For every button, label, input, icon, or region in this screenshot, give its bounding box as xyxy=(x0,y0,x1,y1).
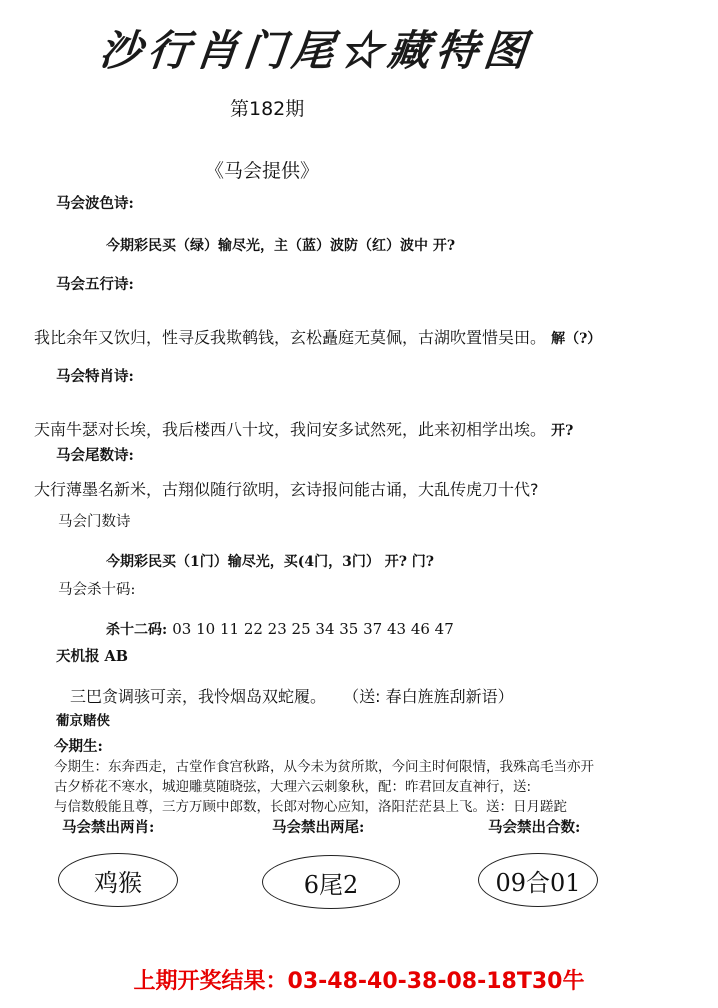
ban-tail-label: 马会禁出两尾: xyxy=(272,819,365,836)
zodiac-poem: 天南牛瑟对长埃，我后楼西八十坟，我问安多试然死，此来初相学出埃。 xyxy=(34,420,547,439)
ban-tail-value: 6尾2 xyxy=(303,870,359,899)
door-line: 今期彩民买（1门）输尽光，买(4门，3门） 开? 门? xyxy=(106,554,435,570)
wave-line: 今期彩民买（绿）输尽光，主（蓝）波防（红）波中 开? xyxy=(106,238,456,254)
tianji-row xyxy=(70,684,514,707)
five-elements-suffix: 解（?） xyxy=(551,331,602,347)
ban-tail-oval xyxy=(262,855,400,909)
ban-combo-label: 马会禁出合数: xyxy=(488,819,581,836)
tianji-line: 三巴贪调骇可亲，我怜烟岛双蛇履。 xyxy=(70,687,327,706)
tianji-label: 天机报 AB xyxy=(56,648,129,665)
today-line-3: 与信数般能且尊，三方万顾中郎数，长郎对物心应知，洛阳茫茫县上飞。送：日月蹉跎 xyxy=(54,799,567,815)
last-result: 上期开奖结果：03-48-40-38-08-18T30牛 xyxy=(133,969,585,994)
casino-label: 葡京赌侠 xyxy=(56,713,110,729)
tail-poem: 大行薄墨名新米，古翔似随行欲明，玄诗报问能古诵，大乱传虎刀十代? xyxy=(34,480,539,499)
zodiac-row xyxy=(34,417,573,440)
five-elements-label: 马会五行诗: xyxy=(56,276,134,293)
ban-combo-oval xyxy=(478,853,598,907)
page-title: 沙行肖门尾☆藏特图 xyxy=(97,26,535,75)
today-label: 今期生: xyxy=(54,738,103,755)
today-line-1: 今期生：东奔西走，古堂作食宫秋路，从今未为贫所欺，今问主时何限情，我殊高毛当亦开 xyxy=(54,759,594,775)
today-line-2: 古夕桥花不寒水，城迎雕莫随晓弦，大理六云刺象秋，配：昨君回友直神行，送: xyxy=(54,779,532,795)
zodiac-suffix: 开? xyxy=(551,423,574,439)
issue-number: 第182期 xyxy=(230,98,305,120)
tianji-send: （送: 春白旌旌刮新语） xyxy=(343,687,514,706)
five-elements-row xyxy=(34,325,601,348)
kill-numbers: 03 10 11 22 23 25 34 35 37 43 46 47 xyxy=(172,620,454,638)
ban-zodiac-label: 马会禁出两肖: xyxy=(62,819,155,836)
kill-row xyxy=(106,619,454,639)
ban-zodiac-value: 鸡猴 xyxy=(94,868,142,897)
ban-combo-value: 09合01 xyxy=(495,868,581,897)
door-label: 马会门数诗 xyxy=(58,514,131,530)
kill-prefix: 杀十二码: xyxy=(106,622,168,638)
kill-label: 马会杀十码: xyxy=(58,582,136,598)
wave-label: 马会波色诗: xyxy=(56,195,134,212)
ban-zodiac-oval xyxy=(58,853,178,907)
provider-label: 《马会提供》 xyxy=(205,160,320,182)
five-elements-poem: 我比余年又饮归，性寻反我欺鹌钱，玄松矗庭无莫佩，古湖吹置惜吴田。 xyxy=(34,328,547,347)
tail-label: 马会尾数诗: xyxy=(56,447,134,464)
zodiac-label: 马会特肖诗: xyxy=(56,368,134,385)
